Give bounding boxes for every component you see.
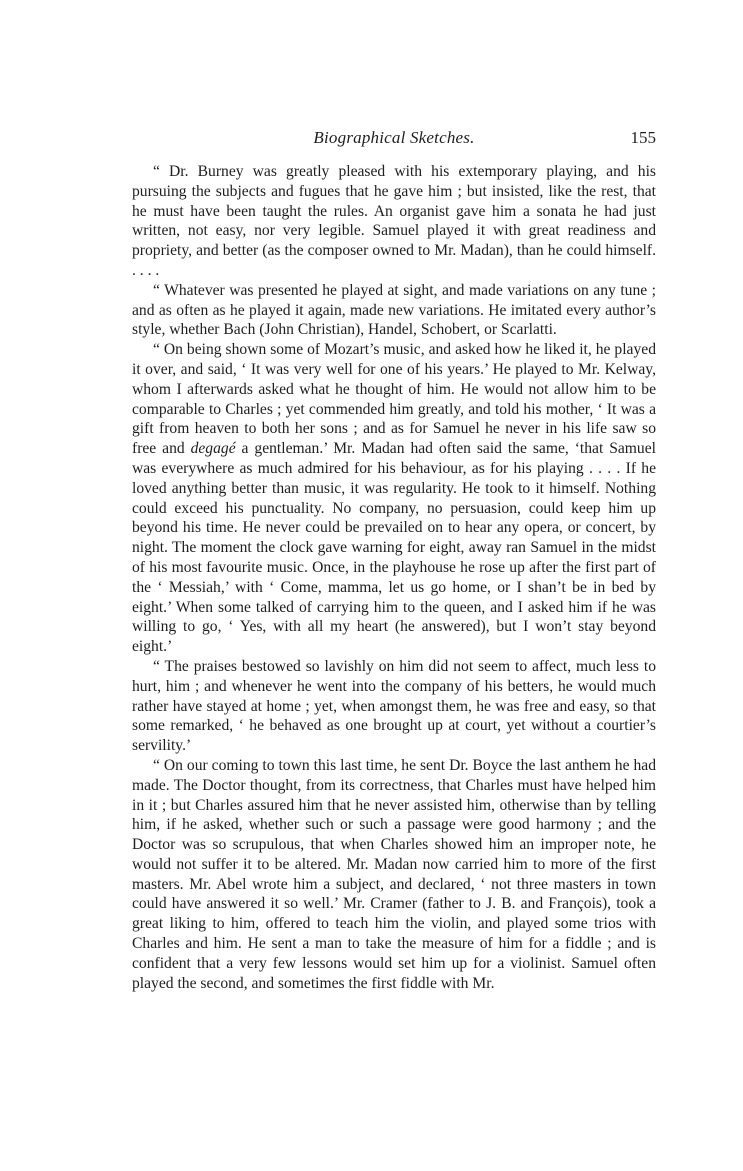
page-number: 155: [630, 128, 656, 147]
running-title: Biographical Sketches.: [313, 128, 475, 147]
paragraph-praises: “ The praises bestowed so lavishly on him did not seem to affect, much less to hurt, him ; and whenever he went into the company of his betters, he would much rather have stayed at home ; yet, when amongst them, he was free and easy, so that some remarked, ‘ he behaved as one brought up at court, yet without a courtier’s servility.’: [132, 657, 656, 755]
italic-word: degagé: [190, 440, 236, 458]
paragraph-variations: “ Whatever was presented he played at sight, and made variations on any tune ; and as often as he played it again, made new variations. He imitated every author’s style, whether Bach (John Christian), Handel, Schobert, or Scarlatti.: [132, 281, 656, 339]
running-head: [132, 128, 656, 152]
paragraph-coming-to-town: “ On our coming to town this last time, he sent Dr. Boyce the last anthem he had made. The Doctor thought, from its correctness, that Charles must have helped him in it ; but Charles assured him that he never assisted him, otherwise than by telling him, if he asked, whether such or such a passage were good harmony ; and the Doctor was so scrupulous, that when Charles showed him an improper note, he would not suffer it to be altered. Mr. Madan now carried him to more of the first masters. Mr. Abel wrote him a subject, and declared, ‘ not three masters in town could have answered it so well.’ Mr. Cramer (father to J. B. and François), took a great liking to him, offered to teach him the violin, and played some trios with Charles and him. He sent a man to take the measure of him for a fiddle ; and is confident that a very few lessons would set him up for a violinist. Samuel often played the second, and sometimes the first fiddle with Mr.: [132, 756, 656, 992]
paragraph-mozart: “ On being shown some of Mozart’s music, and asked how he liked it, he played it over, and said, ‘ It was very well for one of his years.’ He played to Mr. Kelway, whom I afterwards asked what he thought of him. He would not allow him to be comparable to Charles ; yet commended him greatly, and told his mother, ‘ It was a gift from heaven to both her sons ; and as for Samuel he never in his life saw so free and degagé a gentleman.’ Mr. Madan had often said the same, ‘that Samuel was everywhere as much admired for his behaviour, as for his playing . . . . If he loved anything better than music, it was regularity. He took to it himself. Nothing could exceed his punctuality. No company, no persuasion, could keep him up beyond his time. He never could be prevailed on to hear any opera, or concert, by night. The moment the clock gave warning for eight, away ran Samuel in the midst of his most favourite music. Once, in the playhouse he rose up after the first part of the ‘ Messiah,’ with ‘ Come, mamma, let us go home, or I shan’t be in bed by eight.’ When some talked of carrying him to the queen, and I asked him if he was willing to go, ‘ Yes, with all my heart (he answered), but I won’t stay beyond eight.’: [132, 341, 656, 656]
paragraph-burney: “ Dr. Burney was greatly pleased with his extemporary playing, and his pursuing the subjects and fugues that he gave him ; but insisted, like the rest, that he must have been taught the rules. An organist gave him a sonata he had just written, not easy, nor very legible. Samuel played it with great readiness and propriety, and better (as the composer owned to Mr. Madan), than he could himself. . . . .: [132, 163, 656, 279]
body-text: [132, 162, 656, 993]
